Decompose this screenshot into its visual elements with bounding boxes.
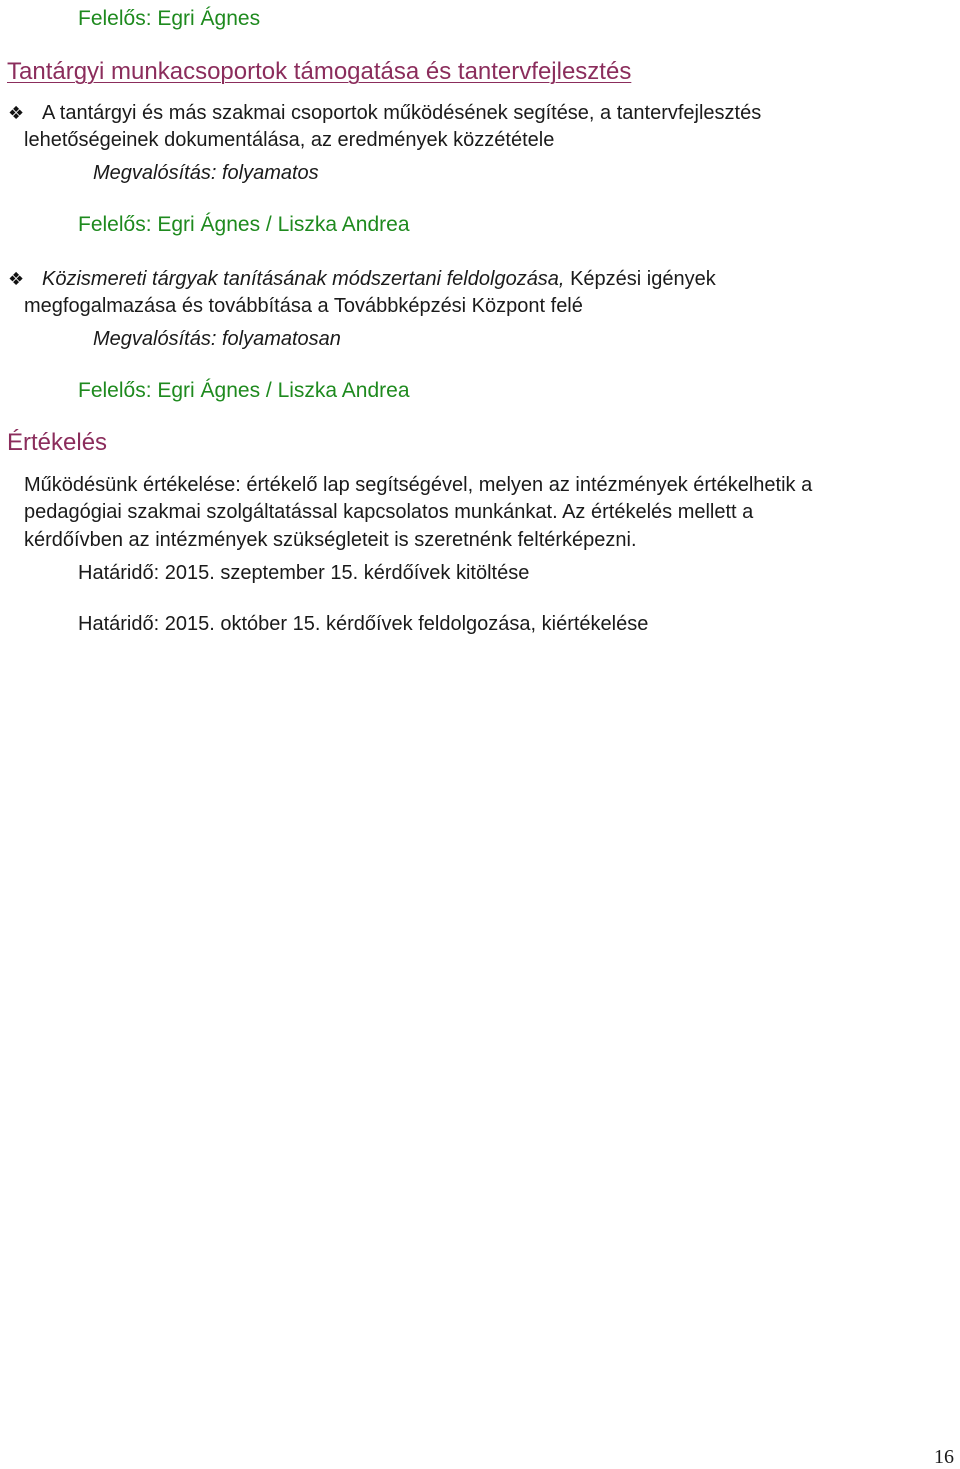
- top-responsible-line: Felelős: Egri Ágnes: [78, 7, 261, 30]
- item2-text-normal: Képzési igények: [570, 268, 716, 290]
- evaluation-paragraph-line2: pedagógiai szakmai szolgáltatással kapcsolatos munkánkat. Az értékelés mellett a: [24, 501, 754, 523]
- item2-implementation: Megvalósítás: folyamatosan: [93, 328, 341, 350]
- item2-responsible: Felelős: Egri Ágnes / Liszka Andrea: [78, 379, 410, 402]
- section-heading-evaluation: Értékelés: [7, 429, 108, 456]
- item1-text-line2: lehetőségeinek dokumentálása, az eredmények közzététele: [24, 129, 555, 151]
- item2-text-italic: Közismereti tárgyak tanításának módszertani feldolgozása,: [42, 268, 565, 290]
- item1-responsible: Felelős: Egri Ágnes / Liszka Andrea: [78, 213, 410, 236]
- deadline-questionnaire-processing: Határidő: 2015. október 15. kérdőívek feldolgozása, kiértékelése: [78, 613, 649, 635]
- diamond-bullet-icon: ❖: [8, 103, 25, 124]
- evaluation-paragraph-line3: kérdőívben az intézmények szükségleteit is szeretnénk feltérképezni.: [24, 529, 637, 551]
- evaluation-paragraph-line1: Működésünk értékelése: értékelő lap segítségével, melyen az intézmények értékelhetik a: [24, 474, 813, 496]
- page-number: 16: [934, 1446, 954, 1468]
- section-heading-working-groups: Tantárgyi munkacsoportok támogatása és tantervfejlesztés: [7, 58, 632, 85]
- diamond-bullet-icon: ❖: [8, 269, 25, 290]
- item2-text-line2: megfogalmazása és továbbítása a Továbbképzési Központ felé: [24, 295, 583, 317]
- item1-implementation: Megvalósítás: folyamatos: [93, 162, 319, 184]
- item1-text-line1: A tantárgyi és más szakmai csoportok működésének segítése, a tantervfejlesztés: [42, 102, 762, 124]
- item2-text-line1: [42, 266, 716, 293]
- deadline-questionnaire-fill: Határidő: 2015. szeptember 15. kérdőívek kitöltése: [78, 562, 530, 584]
